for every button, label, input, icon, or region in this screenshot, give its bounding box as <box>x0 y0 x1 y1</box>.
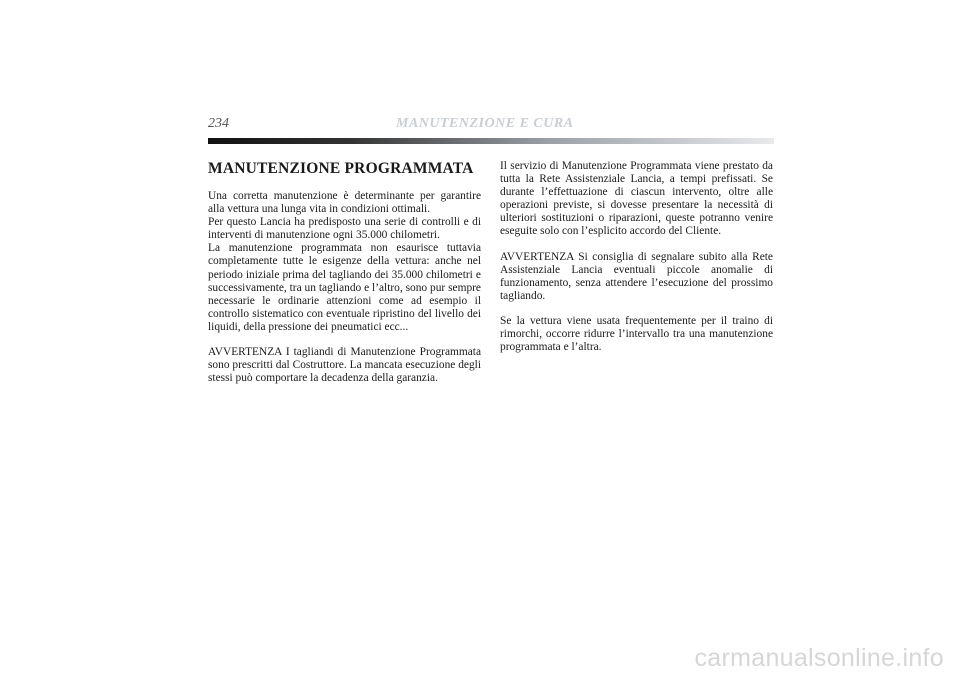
section-title: MANUTENZIONE E CURA <box>396 116 574 131</box>
warning-paragraph: AVVERTENZA I tagliandi di Manutenzione Programmata sono prescritti dal Costruttore. La mancata esecuzione degli stessi può comportare la decadenza della garanzia. <box>208 346 481 385</box>
paragraph: La manutenzione programmata non esaurisce tuttavia completamente tutte le esigenze della vettura: anche nel periodo iniziale prima del tagliando dei 35.000 chilometri e successivamente, tra un tagliando e l’altro, sono pur sempre necessarie le ordinarie attenzioni come ad esempio il controllo sistematico con eventuale ripristino del livello dei liquidi, della pressione dei pneumatici ecc... <box>208 242 481 333</box>
watermark: carmanualsonline.info <box>694 644 944 672</box>
paragraph: Una corretta manutenzione è determinante per garantire alla vettura una lunga vita in condizioni ottimali. <box>208 190 481 216</box>
paragraph: Per questo Lancia ha predisposto una serie di controlli e di interventi di manutenzione ogni 35.000 chilometri. <box>208 216 481 242</box>
section-heading: MANUTENZIONE PROGRAMMATA <box>208 160 474 177</box>
paragraph: Il servizio di Manutenzione Programmata viene prestato da tutta la Rete Assistenziale Lancia, a tempi prefissati. Se durante l’effettuazione di ciascun intervento, oltre alle operazioni previste, si dovesse presentare la necessità di ulteriori sostituzioni o riparazioni, queste potranno venire eseguite solo con l’esplicito accordo del Cliente. <box>500 160 773 238</box>
left-column <box>208 160 481 385</box>
page-header <box>208 116 774 146</box>
page-number: 234 <box>208 116 229 131</box>
header-rule <box>208 138 774 144</box>
right-column <box>500 160 773 354</box>
paragraph: Se la vettura viene usata frequentemente per il traino di rimorchi, occorre ridurre l’intervallo tra una manutenzione programmata e l’altra. <box>500 314 773 354</box>
warning-paragraph: AVVERTENZA Si consiglia di segnalare subito alla Rete Assistenziale Lancia eventuali piccole anomalie di funzionamento, senza attendere l’esecuzione del prossimo tagliando. <box>500 250 773 302</box>
